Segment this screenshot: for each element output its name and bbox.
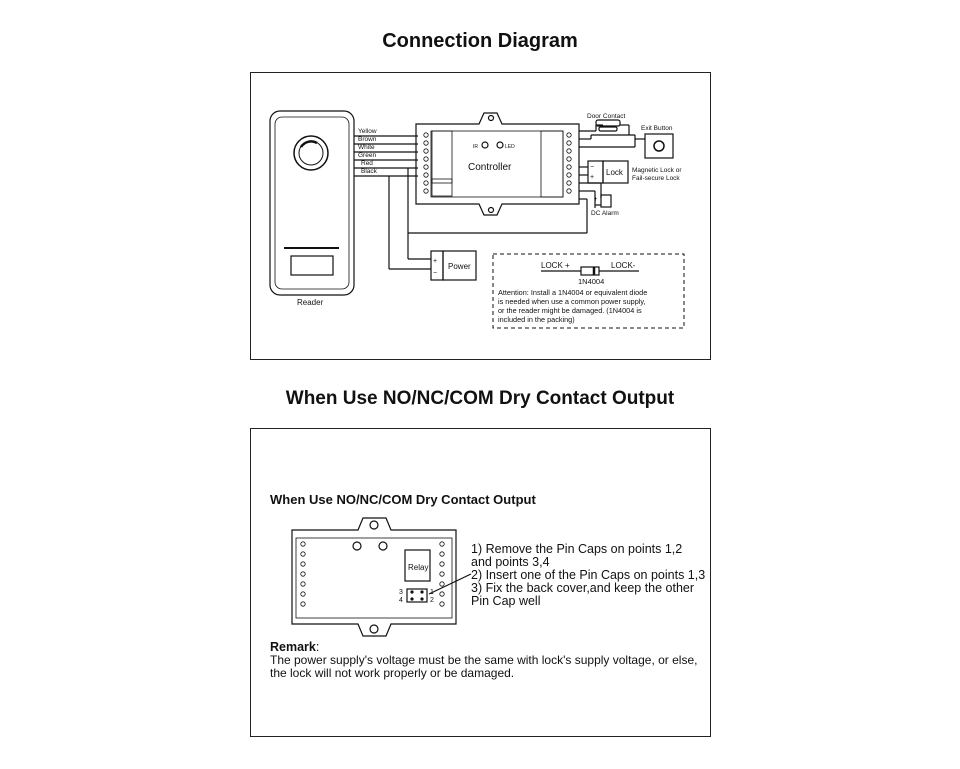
remark-text: The power supply's voltage must be the same with lock's supply voltage, or else, the lock will not work properly or be damaged.: [270, 653, 698, 680]
board-led-1: [353, 542, 361, 550]
pin-number-4: 4: [399, 597, 403, 604]
power-label: Power: [448, 262, 471, 271]
reader-keypad: [291, 256, 333, 275]
step-line-2: and points 3,4: [471, 555, 550, 569]
lock-minus: −: [590, 164, 595, 171]
diode-name: 1N4004: [578, 277, 605, 286]
lock-label: Lock: [606, 168, 623, 177]
attention-line-4: included in the packing): [498, 315, 575, 324]
wire-label-red: Red: [361, 160, 373, 167]
diode-lock-plus: LOCK +: [541, 261, 570, 270]
connection-diagram-panel: [250, 72, 711, 360]
exit-button: [645, 134, 673, 158]
connection-diagram-svg: [251, 73, 710, 359]
reader-label: Reader: [297, 298, 324, 307]
step-line-1: 1) Remove the Pin Caps on points 1,2: [471, 542, 683, 556]
controller-right-terminals: [567, 133, 571, 193]
board-led-2: [379, 542, 387, 550]
instruction-steps: [471, 543, 705, 608]
remark-colon: :: [315, 640, 320, 654]
wire-label-black: Black: [361, 168, 377, 175]
pin-number-3: 3: [399, 589, 403, 596]
pin-number-1: 1: [430, 589, 434, 596]
exit-button-label: Exit Button: [641, 125, 673, 132]
connection-diagram-title: Connection Diagram: [382, 30, 578, 52]
controller-left-terminals: [424, 133, 428, 193]
attention-line-2: is needed when use a common power supply,: [498, 297, 646, 306]
dc-alarm-label: DC Alarm: [591, 210, 619, 217]
jumper-block: [407, 589, 427, 602]
wire-label-yellow: Yellow: [358, 128, 377, 135]
jumper-pins: [410, 590, 423, 600]
reader-body: [270, 111, 354, 295]
dry-contact-heading: When Use NO/NC/COM Dry Contact Output: [270, 492, 536, 507]
step-line-4: 3) Fix the back cover,and keep the other: [471, 581, 695, 595]
remark-label: Remark: [270, 640, 316, 654]
lock-plus: +: [590, 174, 595, 181]
attention-line-1: Attention: Install a 1N4004 or equivalent diode: [498, 288, 648, 297]
status-led: [497, 142, 503, 148]
wire-label-brown: Brown: [358, 136, 377, 143]
ir-label: IR: [473, 144, 478, 150]
diode-lock-minus: LOCK-: [611, 261, 636, 270]
led-label: LED: [505, 144, 515, 150]
lock-type-line2: Fail-secure Lock: [632, 175, 680, 182]
dc-alarm: [601, 195, 611, 207]
power-minus: −: [433, 270, 438, 277]
controller-label: Controller: [468, 162, 512, 173]
lock-type-line1: Magnetic Lock or: [632, 167, 682, 174]
wire-label-green: Green: [358, 152, 377, 159]
pin-number-2: 2: [430, 597, 434, 604]
relay-label: Relay: [408, 563, 429, 572]
attention-line-3: or the reader might be damaged. (1N4004 is: [498, 306, 642, 315]
board-right-terminals: [440, 542, 444, 606]
door-contact-label: Door Contact: [587, 113, 626, 120]
alarm-plus: +: [594, 197, 598, 203]
step-line-3: 2) Insert one of the Pin Caps on points 1,3: [471, 568, 706, 582]
step-line-5: Pin Cap well: [471, 594, 541, 608]
power-plus: +: [433, 258, 438, 265]
dry-contact-panel: [250, 428, 711, 737]
wire-label-white: White: [358, 144, 375, 151]
board-left-terminals: [301, 542, 305, 606]
dry-contact-title: When Use NO/NC/COM Dry Contact Output: [285, 388, 675, 409]
ir-led: [482, 142, 488, 148]
